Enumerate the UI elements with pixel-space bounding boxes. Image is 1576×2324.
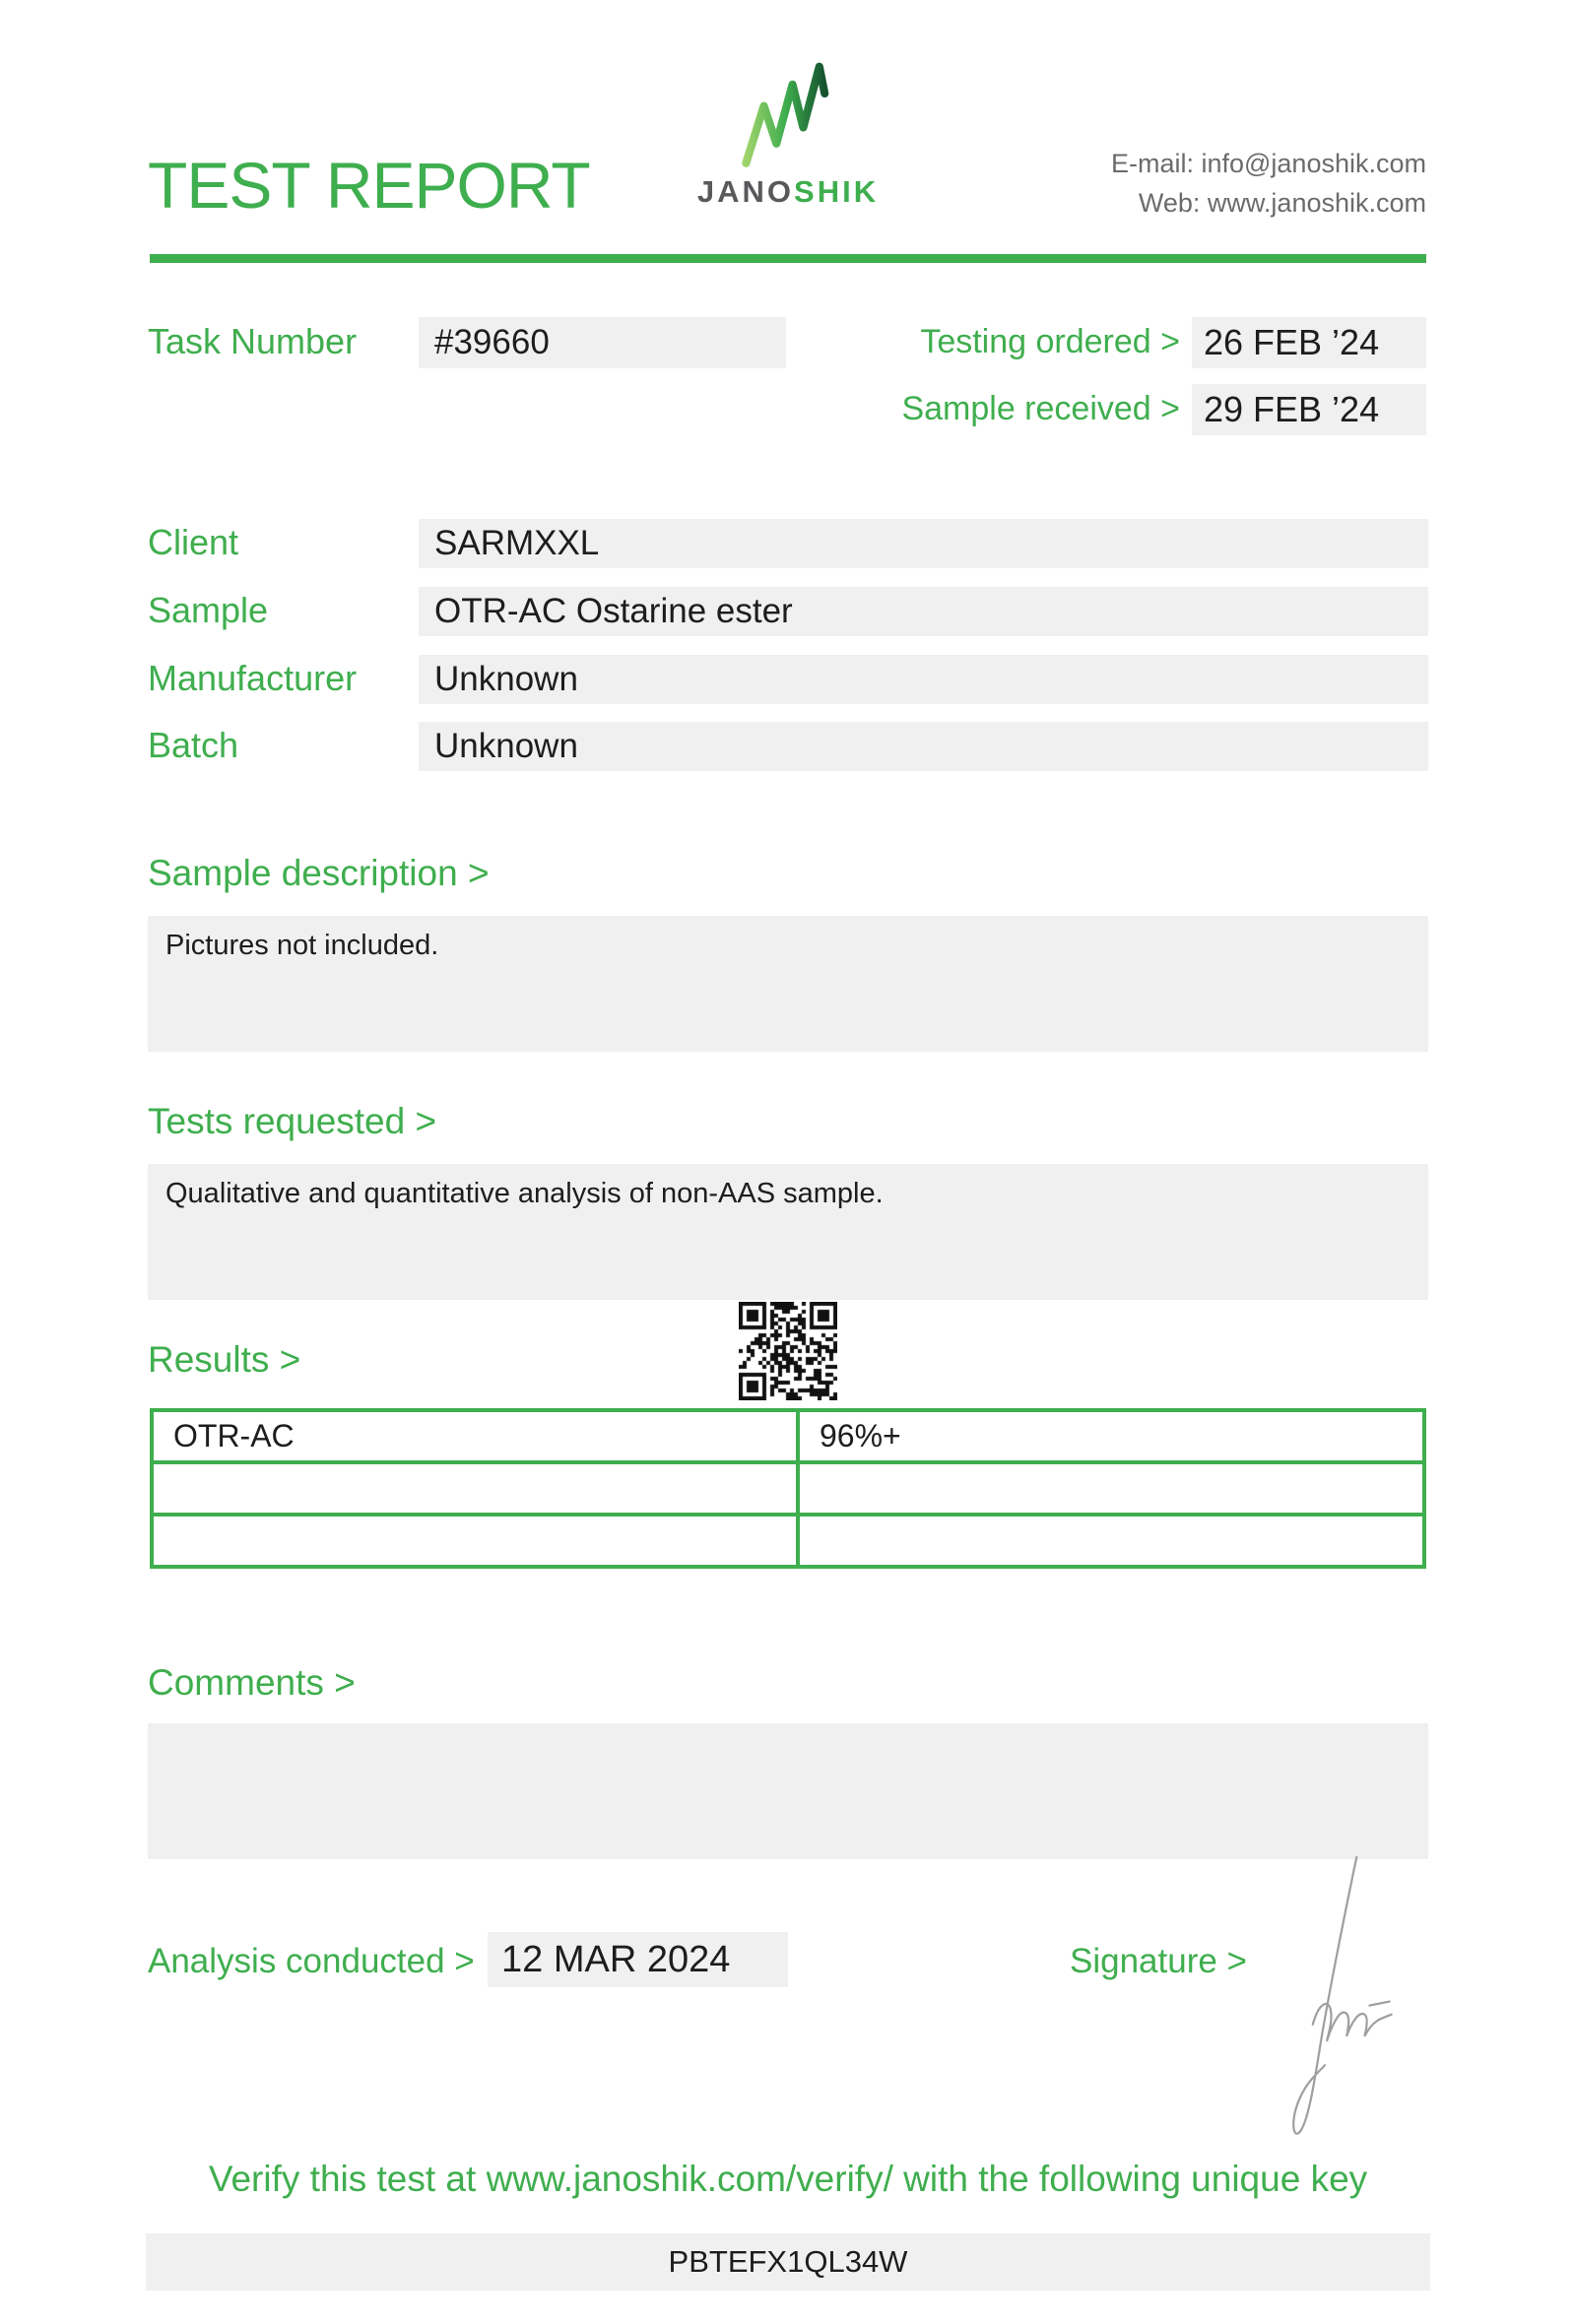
chart-growth-icon (739, 54, 837, 170)
qr-code (739, 1302, 837, 1400)
sample-value: OTR-AC Ostarine ester (419, 587, 1428, 636)
result-name-cell (152, 1462, 798, 1515)
brand-wordmark-left: JANO (696, 174, 795, 209)
tests-requested-heading: Tests requested > (148, 1101, 437, 1141)
sample-description-box: Pictures not included. (148, 916, 1428, 1052)
manufacturer-value: Unknown (419, 655, 1428, 704)
results-row (152, 1515, 1424, 1567)
sample-received-label: Sample received > (901, 390, 1180, 427)
result-value-cell (798, 1462, 1424, 1515)
analysis-date-value: 12 MAR 2024 (488, 1932, 788, 1987)
contact-info (1111, 144, 1426, 223)
testing-ordered-value: 26 FEB ’24 (1192, 317, 1426, 368)
comments-box (148, 1723, 1428, 1859)
signature-label: Signature > (1070, 1942, 1247, 1980)
brand-logo (630, 54, 946, 210)
analysis-conducted-label: Analysis conducted > (148, 1942, 475, 1980)
client-label: Client (148, 522, 239, 562)
result-value-cell: 96%+ (798, 1410, 1424, 1462)
results-row (152, 1462, 1424, 1515)
verify-text: Verify this test at www.janoshik.com/verify/ with the following unique key (208, 2159, 1368, 2199)
page-title: TEST REPORT (148, 149, 590, 222)
results-heading: Results > (148, 1339, 301, 1380)
sample-label: Sample (148, 590, 269, 630)
testing-ordered-label: Testing ordered > (920, 323, 1180, 360)
batch-value: Unknown (419, 722, 1428, 771)
unique-key-value: PBTEFX1QL34W (146, 2233, 1430, 2291)
result-value-cell (798, 1515, 1424, 1567)
result-name-cell (152, 1515, 798, 1567)
sample-received-value: 29 FEB ’24 (1192, 384, 1426, 435)
sample-description-heading: Sample description > (148, 853, 490, 893)
task-number-label: Task Number (148, 321, 358, 361)
tests-requested-box: Qualitative and quantitative analysis of non-AAS sample. (148, 1164, 1428, 1300)
brand-wordmark (630, 174, 946, 210)
contact-web: Web: www.janoshik.com (1138, 188, 1426, 218)
header-divider (150, 254, 1426, 263)
task-number-value: #39660 (419, 317, 786, 368)
results-table (150, 1408, 1426, 1569)
manufacturer-label: Manufacturer (148, 658, 358, 698)
comments-heading: Comments > (148, 1662, 356, 1703)
batch-label: Batch (148, 725, 239, 765)
result-name-cell: OTR-AC (152, 1410, 798, 1462)
brand-wordmark-right: SHIK (794, 174, 880, 209)
signature-image (1269, 1853, 1397, 2144)
client-value: SARMXXL (419, 519, 1428, 568)
results-row (152, 1410, 1424, 1462)
contact-email: E-mail: info@janoshik.com (1110, 149, 1426, 178)
